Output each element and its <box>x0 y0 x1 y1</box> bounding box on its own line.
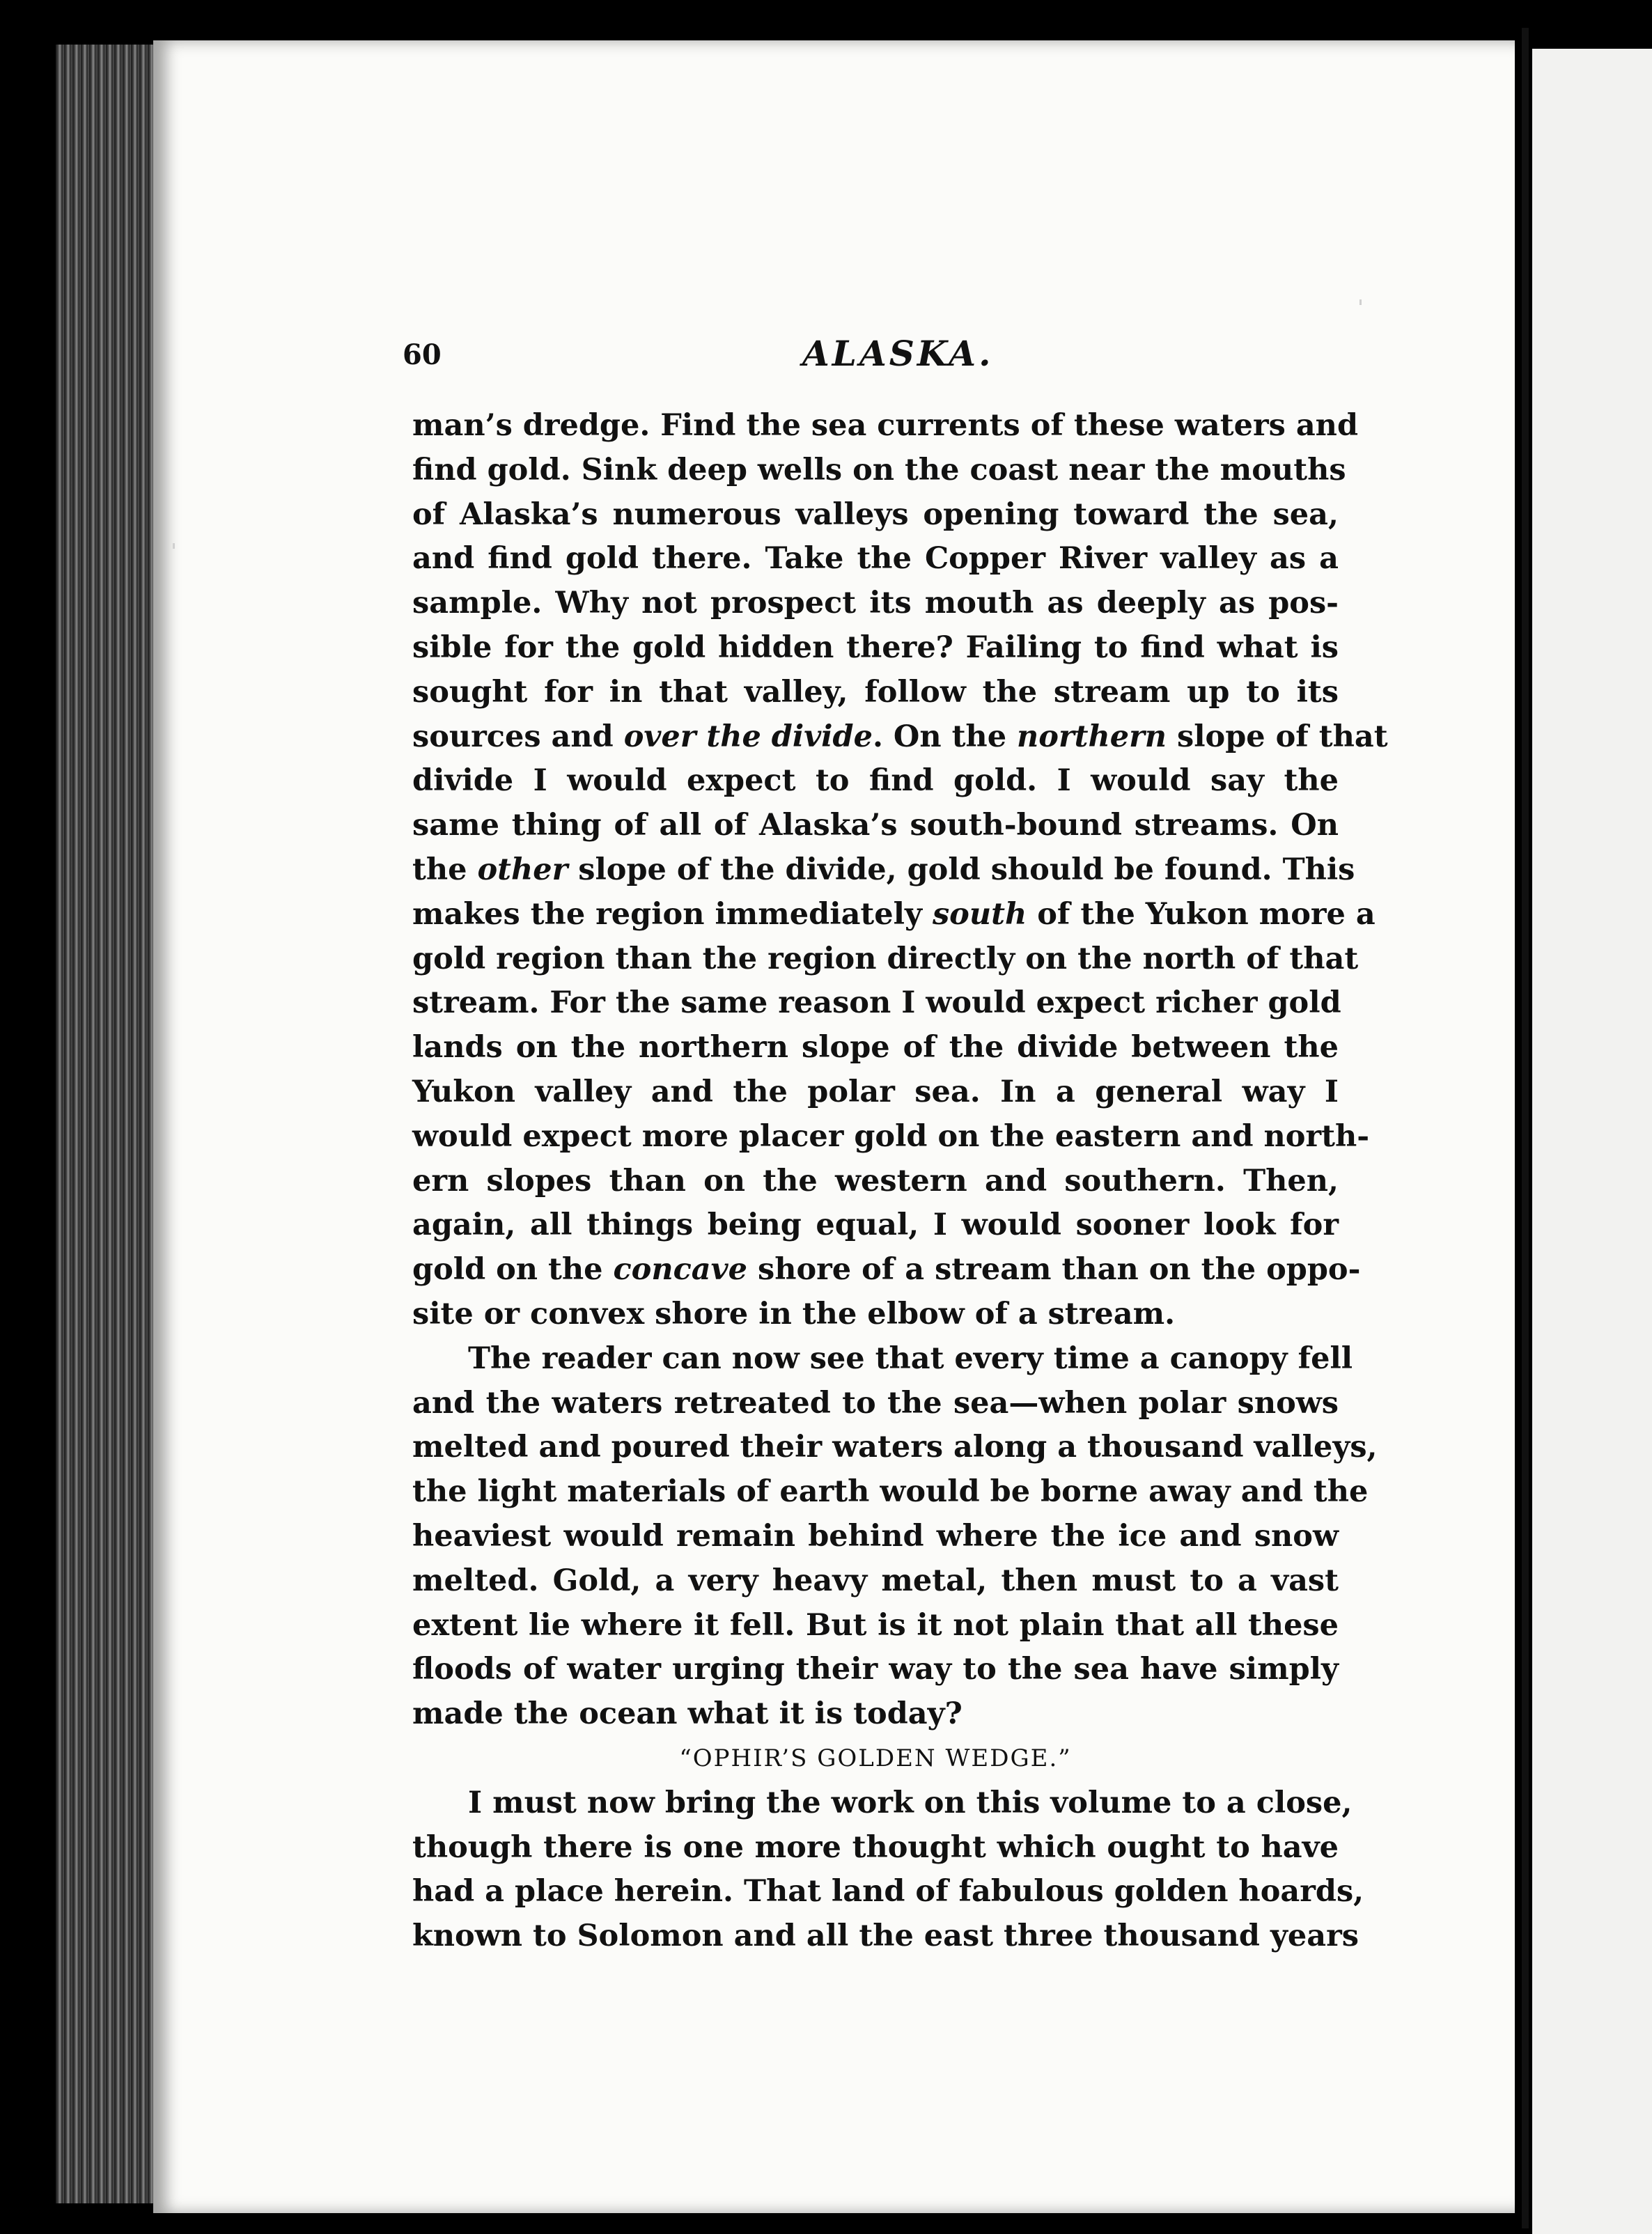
text-line: site or convex shore in the elbow of a stream. <box>412 1296 1176 1331</box>
italic-phrase: other <box>477 852 568 887</box>
text-line: though there is one more thought which ought to have <box>412 1829 1339 1865</box>
text-line: sources and over the divide. On the northern slope of that <box>412 719 1388 754</box>
text-line: and the waters retreated to the sea—when polar snows <box>412 1385 1339 1421</box>
text-line: the other slope of the divide, gold should be found. This <box>412 852 1355 887</box>
text-line: would expect more placer gold on the eastern and north- <box>412 1118 1370 1154</box>
text-line: makes the region immediately south of the Yukon more a <box>412 896 1376 932</box>
page-edges <box>56 45 167 2203</box>
text-line: extent lie where it fell. But is it not plain that all these <box>412 1607 1339 1643</box>
text-line: melted and poured their waters along a thousand valleys, <box>412 1430 1378 1465</box>
text-line: sample. Why not prospect its mouth as deeply as pos- <box>412 586 1339 621</box>
text-line: had a place herein. That land of fabulous golden hoards, <box>412 1874 1364 1909</box>
text-line: I must now bring the work on this volume to a close, <box>468 1785 1353 1820</box>
text-line: again, all things being equal, I would sooner look for <box>412 1208 1339 1243</box>
text-line: stream. For the same reason I would expect richer gold <box>412 985 1341 1021</box>
text-line: find gold. Sink deep wells on the coast near the mouths <box>412 452 1346 487</box>
text-line: lands on the northern slope of the divide between the <box>412 1030 1339 1065</box>
scan-speck <box>173 543 175 549</box>
italic-phrase: northern <box>1017 719 1167 754</box>
text-line: floods of water urging their way to the sea have simply <box>412 1652 1339 1687</box>
running-title: ALASKA. <box>802 333 994 374</box>
text-line: gold on the concave shore of a stream than on the oppo- <box>412 1252 1361 1288</box>
text-line: and find gold there. Take the Copper River valley as a <box>412 541 1339 577</box>
text-line: melted. Gold, a very heavy metal, then must to a vast <box>412 1563 1339 1598</box>
italic-phrase: over the divide <box>623 719 873 754</box>
text-line: gold region than the region directly on the north of that <box>412 941 1359 976</box>
text-line: of Alaska’s numerous valleys opening toward the sea, <box>412 497 1339 532</box>
page-number: 60 <box>403 338 442 371</box>
text-line: The reader can now see that every time a canopy fell <box>468 1341 1353 1376</box>
text-line: Yukon valley and the polar sea. In a general way I <box>412 1074 1339 1109</box>
text-line: sible for the gold hidden there? Failing to find what is <box>412 630 1339 665</box>
text-line: made the ocean what it is today? <box>412 1696 963 1732</box>
italic-phrase: south <box>932 896 1027 932</box>
italic-phrase: concave <box>613 1252 748 1288</box>
section-heading: “OPHIR’S GOLDEN WEDGE.” <box>679 1744 1072 1772</box>
text-line: known to Solomon and all the east three thousand years <box>412 1919 1359 1954</box>
page-header <box>403 333 1336 389</box>
text-line: man’s dredge. Find the sea currents of these waters and <box>412 408 1359 443</box>
text-line: same thing of all of Alaska’s south-bound streams. On <box>412 808 1339 843</box>
body-text <box>412 404 1388 1959</box>
text-line: ern slopes than on the western and southern. Then, <box>412 1163 1339 1198</box>
gutter-shadow <box>1522 28 1529 2228</box>
text-line: the light materials of earth would be borne away and the <box>412 1474 1369 1510</box>
facing-page-edge <box>1532 49 1652 2234</box>
text-line: heaviest would remain behind where the ice and snow <box>412 1518 1339 1554</box>
text-line: sought for in that valley, follow the stream up to its <box>412 674 1339 710</box>
text-line: divide I would expect to find gold. I would say the <box>412 763 1339 799</box>
scan-speck <box>1359 299 1362 305</box>
